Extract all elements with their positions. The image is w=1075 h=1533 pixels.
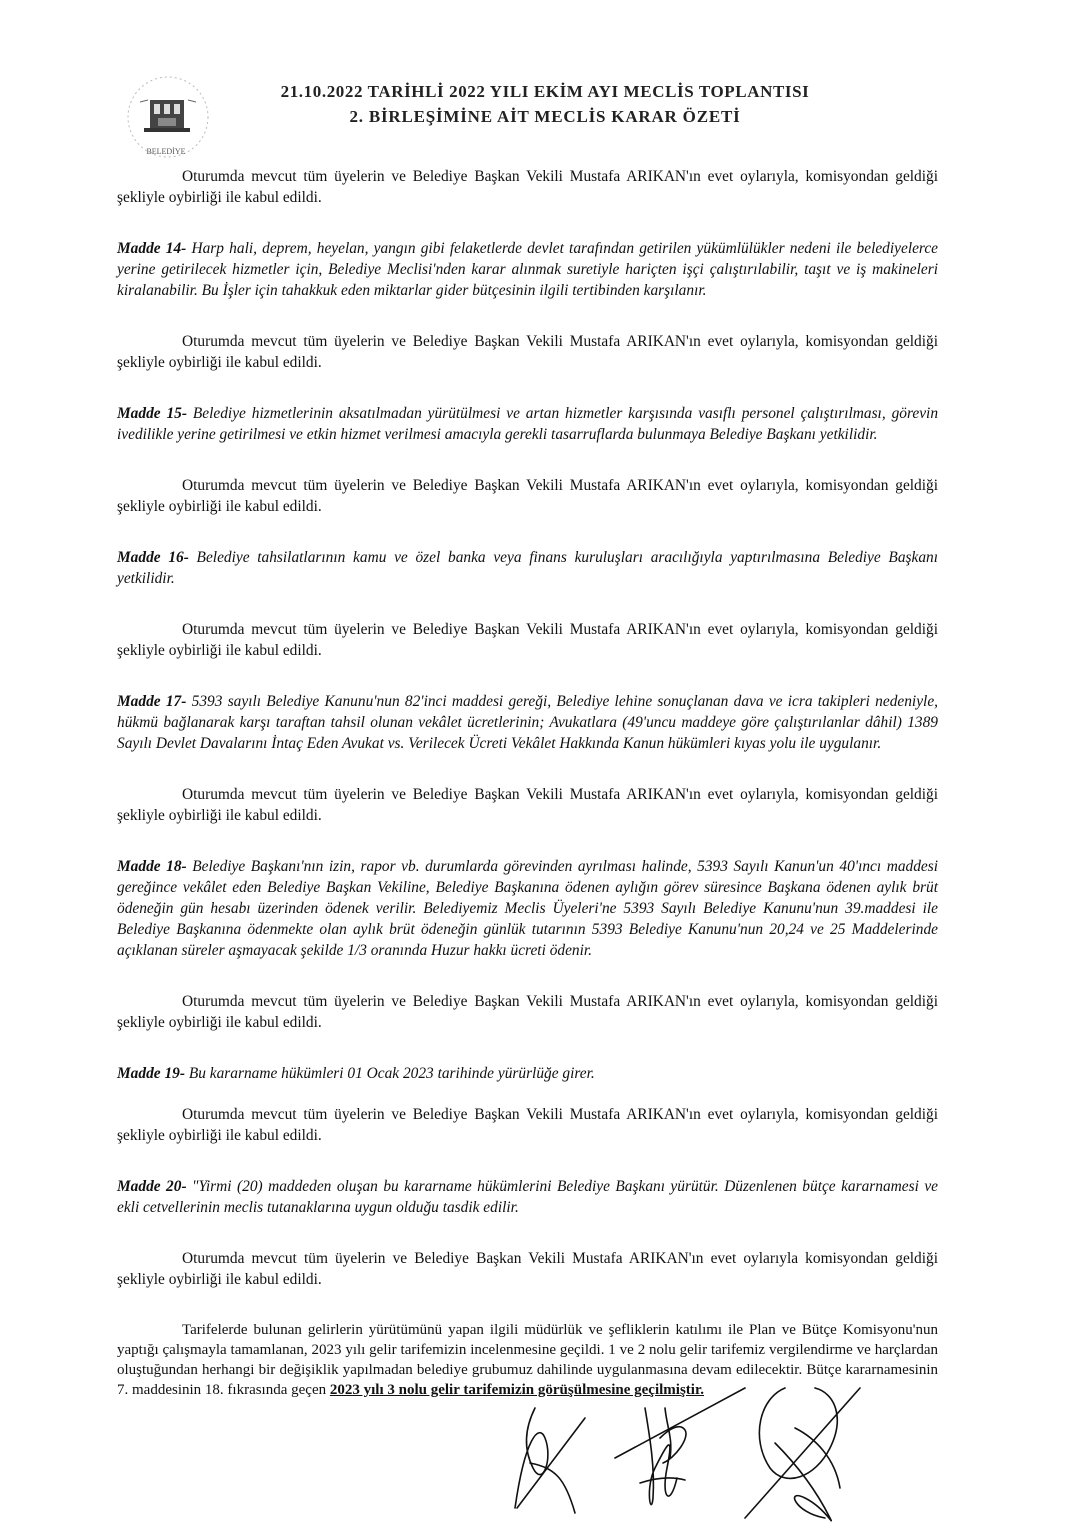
article-19 (117, 1063, 938, 1084)
vote-paragraph-last: Oturumda mevcut tüm üyelerin ve Belediye Başkan Vekili Mustafa ARIKAN'ın evet oylarıyla komisyondan geldiği şekliyle oybirliği ile kabul edildi. (117, 1250, 938, 1288)
article-text: Belediye Başkanı'nın izin, rapor vb. durumlarda görevinden ayrılması halinde, 5393 Sayılı Kanun'un 40'ıncı maddesi gereğince vekâlet eden Belediye Başkan Vekiline, Belediye Başkanına ödenen aylığın görev süresince Başkana ödenen aylık brüt ödeneğin gün hesabı üzerinden ödenek verilir. Belediyemiz Meclis Üyeleri'ne 5393 Sayılı Belediye Kanunu'nun 39.maddesi ile Belediye Başkanına ödenmekte olan aylık brüt ödeneğin günlük tutarının 5393 Belediye Kanunu'nun 20,24 ve 25 Maddelerinde açıklanan süreler aşmayacak şekilde 1/3 oranında Huzur hakkı ücreti ödenir. (117, 858, 939, 959)
header-title-line-2: 2. BİRLEŞİMİNE AİT MECLİS KARAR ÖZETİ (349, 107, 741, 126)
vote-paragraph: Oturumda mevcut tüm üyelerin ve Belediye Başkan Vekili Mustafa ARIKAN'ın evet oylarıyla, komisyondan geldiği şekliyle oybirliği ile kabul edildi. (117, 786, 938, 824)
article-number: Madde 15- (117, 405, 188, 422)
article-number: Madde 20- (117, 1178, 187, 1195)
article-text: "Yirmi (20) maddeden oluşan bu kararname hükümlerini Belediye Başkanı yürütür. Düzenlenen bütçe kararnamesi ve ekli cetvellerinin meclis tutanaklarına uygun olduğu tasdik edilir. (117, 1178, 939, 1216)
vote-paragraph: Oturumda mevcut tüm üyelerin ve Belediye Başkan Vekili Mustafa ARIKAN'ın evet oylarıyla, komisyondan geldiği şekliyle oybirliği ile kabul edildi. (117, 1106, 938, 1144)
header-title-line-1: 21.10.2022 TARİHLİ 2022 YILI EKİM AYI MECLİS TOPLANTISI (280, 82, 810, 101)
vote-paragraph: Oturumda mevcut tüm üyelerin ve Belediye Başkan Vekili Mustafa ARIKAN'ın evet oylarıyla, komisyondan geldiği şekliyle oybirliği ile kabul edildi. (117, 621, 938, 659)
article-14 (117, 238, 938, 301)
article-18 (117, 856, 938, 961)
article-text: Harp hali, deprem, heyelan, yangın gibi felaketlerde devlet tarafından getirilen yükümlülükler nedeni ile belediyelerce yerine getirilecek hizmetler için, Belediye Meclisi'nden karar alınmak suretiyle hariçten işçi çalıştırılabilir, taşıt ve iş makineleri kiralanabilir. Bu İşler için tahakkuk eden miktarlar gider bütçesinin ilgili tertibinden karşılanır. (117, 240, 939, 299)
article-15 (117, 403, 938, 445)
vote-paragraph: Oturumda mevcut tüm üyelerin ve Belediye Başkan Vekili Mustafa ARIKAN'ın evet oylarıyla, komisyondan geldiği şekliyle oybirliği ile kabul edildi. (117, 477, 938, 515)
vote-paragraph: Oturumda mevcut tüm üyelerin ve Belediye Başkan Vekili Mustafa ARIKAN'ın evet oylarıyla, komisyondan geldiği şekliyle oybirliği ile kabul edildi. (117, 993, 938, 1031)
article-text: 5393 sayılı Belediye Kanunu'nun 82'inci maddesi gereği, Belediye lehine sonuçlanan dava ve icra takipleri nedeniyle, hükmü bağlanarak karşı taraftan tahsil olunan vekâlet ücretlerinin; Avukatlara (49'uncu maddeye göre çalıştırılanlar dâhil) 1389 Sayılı Devlet Davalarını İntaç Eden Avukat vs. Verilecek Ücreti Vekâlet Hakkında Kanun hükümleri kıyas yolu ile uygulanır. (117, 693, 938, 752)
article-text: Belediye tahsilatlarının kamu ve özel banka veya finans kuruluşları aracılığıyla yaptırılmasına Belediye Başkanı yetkilidir. (117, 549, 938, 587)
article-number: Madde 19- (117, 1065, 185, 1082)
article-number: Madde 18- (117, 858, 187, 875)
article-number: Madde 14- (117, 240, 187, 257)
document-header (200, 80, 890, 130)
article-text: Bu kararname hükümleri 01 Ocak 2023 tarihinde yürürlüğe girer. (184, 1065, 595, 1082)
vote-paragraph: Oturumda mevcut tüm üyelerin ve Belediye Başkan Vekili Mustafa ARIKAN'ın evet oylarıyla, komisyondan geldiği şekliyle oybirliği ile kabul edildi. (117, 168, 938, 206)
article-16 (117, 547, 938, 589)
article-17 (117, 691, 938, 754)
article-text: Belediye hizmetlerinin aksatılmadan yürütülmesi ve artan hizmetler karşısında vasıflı personel çalıştırılması, görevin ivedilikle yerine getirilmesi ve etkin hizmet verilmesi amacıyla gerekli tasarruflarda bulunmaya Belediye Başkanı yetkilidir. (117, 405, 939, 443)
final-text: Tarifelerde bulunan gelirlerin yürütümünü yapan ilgili müdürlük ve şefliklerin katılımı ile Plan ve Bütçe Komisyonu'nun yaptığı çalışmayla tamamlanan, 2023 yılı gelir tarifemizin incelenmesine geçildi. 1 ve 2 nolu gelir tarifemiz vergilendirme ve harçlardan oluştuğundan herhangi bir değişiklik yapılmadan belediye grubumuz dahilinde uygulanmasına devam edilecektir. Bütçe kararnamesinin 7. maddesinin 18. fıkrasında geçen (117, 1322, 938, 1398)
article-number: Madde 16- (117, 549, 189, 566)
seal-text: BELEDİYE (146, 147, 186, 156)
document-body (117, 166, 938, 1400)
handwritten-signatures-icon (495, 1368, 895, 1528)
vote-paragraph: Oturumda mevcut tüm üyelerin ve Belediye Başkan Vekili Mustafa ARIKAN'ın evet oylarıyla, komisyondan geldiği şekliyle oybirliği ile kabul edildi. (117, 333, 938, 371)
article-20 (117, 1176, 938, 1218)
article-number: Madde 17- (117, 693, 187, 710)
final-underlined-text: 2023 yılı 3 nolu gelir tarifemizin görüşülmesine geçilmiştir. (329, 1382, 704, 1398)
